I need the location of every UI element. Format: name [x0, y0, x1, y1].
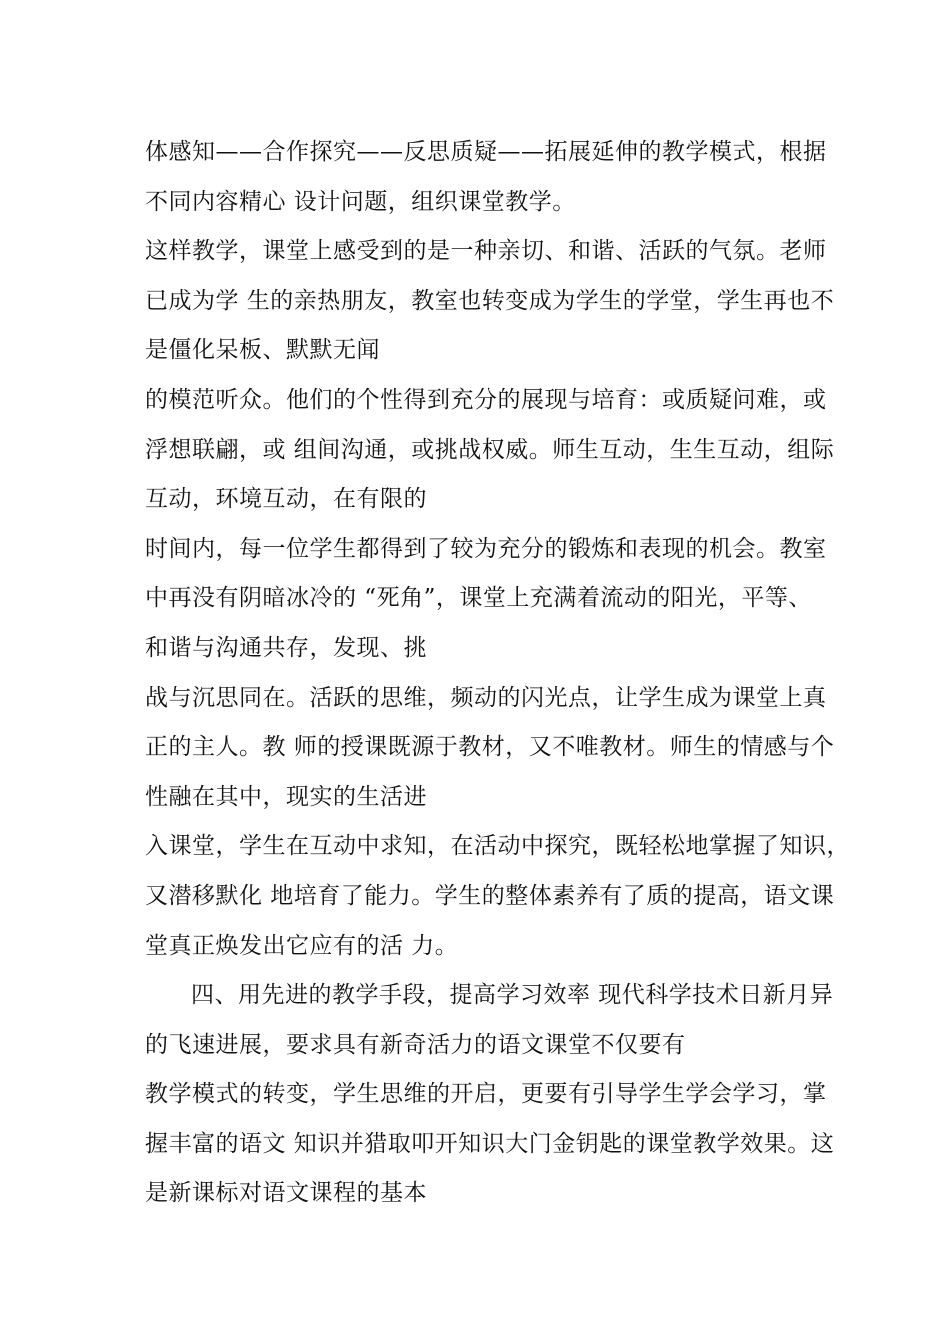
body-text: [145, 128, 850, 1219]
text-line-13: 正的主人。教 师的授课既源于教材，又不唯教材。师生的情感与个: [145, 734, 835, 761]
text-line-21: 握丰富的语文 知识并猎取叩开知识大门金钥匙的课堂教学效果。这: [145, 1130, 835, 1157]
text-line-2: 不同内容精心 设计问题，组织课堂教学。: [145, 188, 576, 215]
text-line-14: 性融在其中，现实的生活进: [145, 783, 427, 810]
text-line-22: 是新课标对语文课程的基本: [145, 1180, 427, 1207]
text-line-17: 堂真正焕发出它应有的活 力。: [145, 932, 459, 959]
text-line-16: 又潜移默化 地培育了能力。学生的整体素养有了质的提高，语文课: [145, 882, 835, 909]
text-line-5: 是僵化呆板、默默无闻: [145, 337, 380, 364]
text-line-19: 的飞速进展，要求具有新奇活力的语文课堂不仅要有: [145, 1031, 686, 1058]
text-line-8: 互动，环境互动，在有限的: [145, 486, 427, 513]
text-line-10: 中再没有阴暗冰冷的 “死角”，课堂上充满着流动的阳光，平等、: [145, 585, 812, 612]
text-line-1: 体感知——合作探究——反思质疑——拓展延伸的教学模式，根据: [145, 139, 827, 165]
text-line-15: 入课堂，学生在互动中求知，在活动中探究，既轻松地掌握了知识，: [145, 833, 850, 860]
text-line-20: 教学模式的转变，学生思维的开启，更要有引导学生学会学习，掌: [145, 1081, 827, 1108]
text-line-3: 这样教学，课堂上感受到的是一种亲切、和谐、活跃的气氛。老师: [145, 238, 827, 265]
text-line-11: 和谐与沟通共存，发现、挑: [145, 634, 427, 661]
text-line-9: 时间内，每一位学生都得到了较为充分的锻炼和表现的机会。教室: [145, 535, 827, 562]
text-line-4: 已成为学 生的亲热朋友，教室也转变成为学生的学堂，学生再也不: [145, 287, 835, 314]
section-heading-line: 四、用先进的教学手段，提高学习效率 现代科学技术日新月异: [191, 982, 834, 1009]
text-line-6: 的模范听众。他们的个性得到充分的展现与培育：或质疑问难，或: [145, 386, 827, 413]
text-line-12: 战与沉思同在。活跃的思维，频动的闪光点，让学生成为课堂上真: [145, 684, 827, 711]
text-line-7: 浮想联翩，或 组间沟通，或挑战权威。师生互动，生生互动，组际: [145, 436, 835, 463]
